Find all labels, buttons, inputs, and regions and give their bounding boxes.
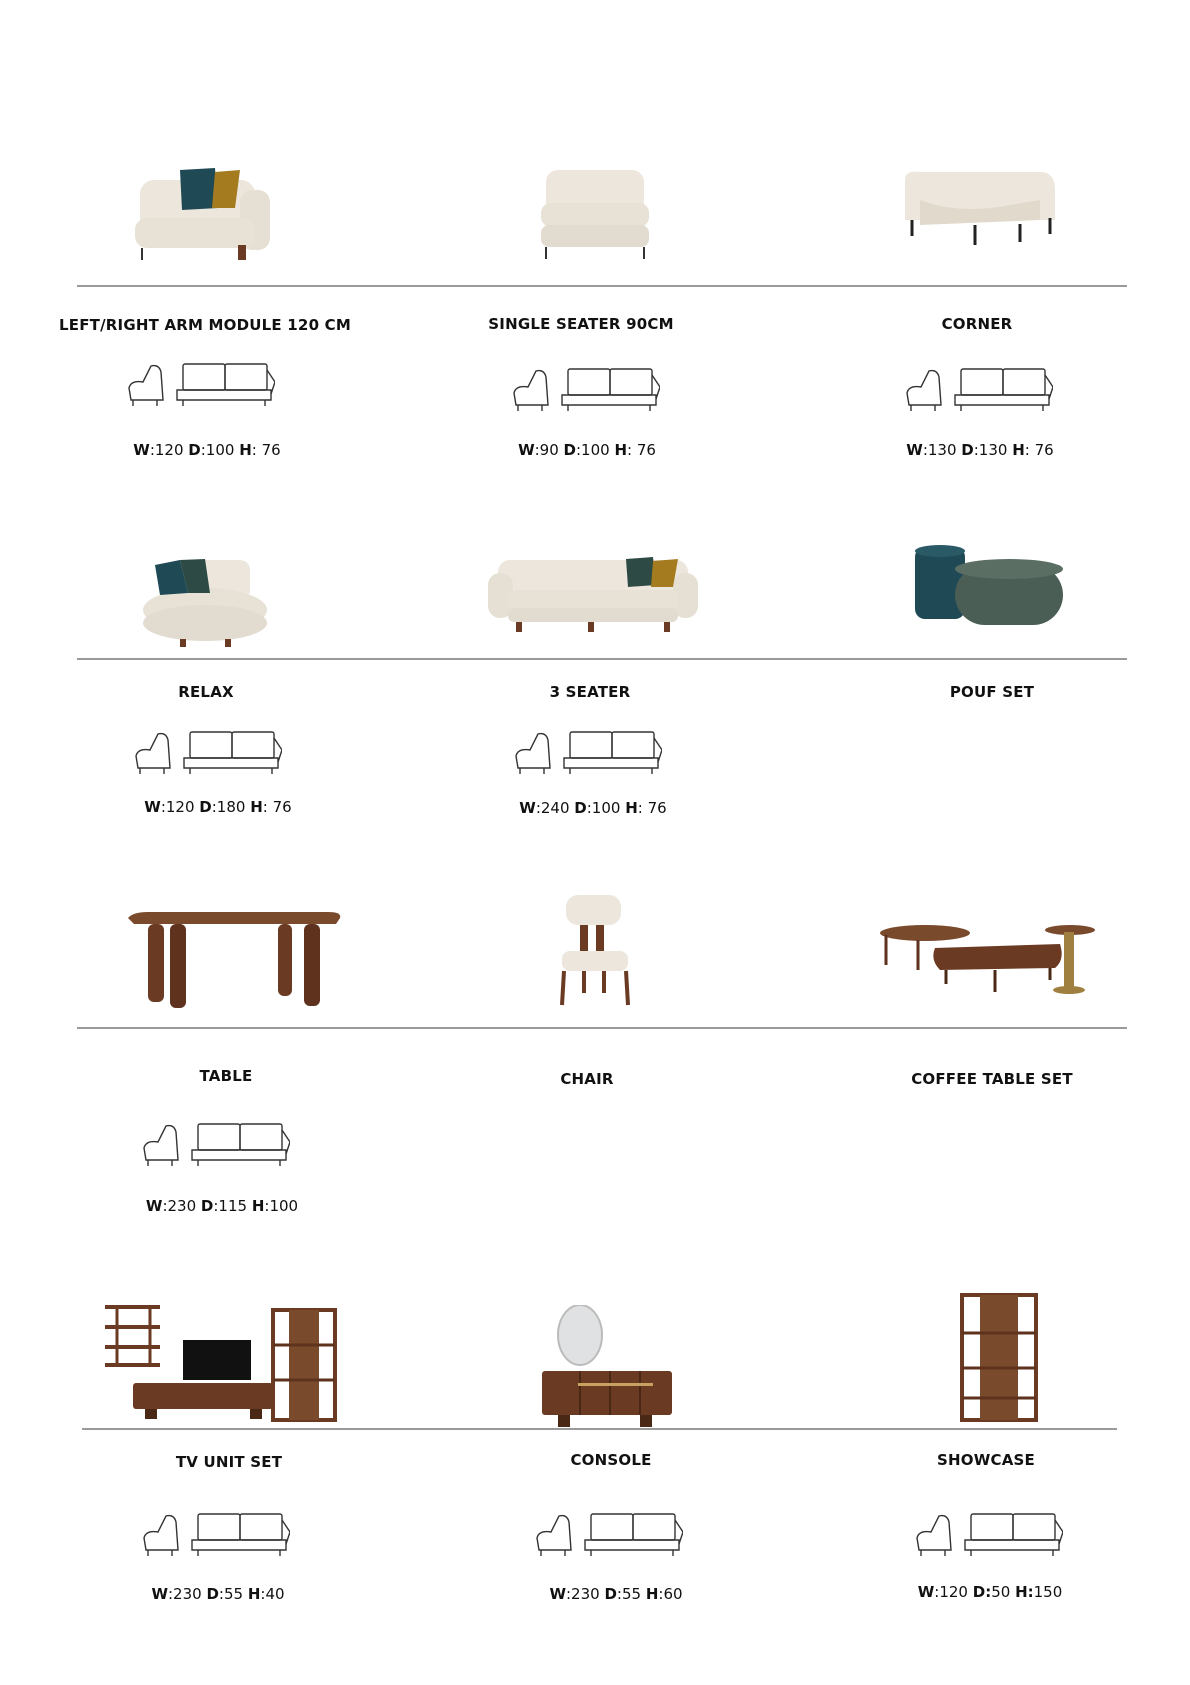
depth-label: D <box>206 1585 219 1603</box>
depth-label: D <box>199 798 212 816</box>
height-value: 150 <box>1033 1583 1063 1601</box>
width-value: :230 <box>162 1197 197 1215</box>
height-value: :40 <box>260 1585 285 1603</box>
height-label: H <box>247 1585 261 1603</box>
width-label: W <box>145 1197 163 1215</box>
sofa-outline-icon <box>140 1510 290 1558</box>
height-label: H: <box>1015 1583 1034 1601</box>
sofa-outline-icon <box>140 1120 290 1168</box>
relax-sofa-icon <box>140 555 280 650</box>
product-dimensions <box>549 1585 682 1603</box>
depth-label: D <box>188 441 201 459</box>
depth-label: D <box>200 1197 214 1215</box>
width-value: :120 <box>149 441 184 459</box>
three-seater-sofa-icon <box>488 555 698 635</box>
depth-value: :55 <box>616 1585 642 1603</box>
showcase-icon <box>960 1293 1040 1423</box>
width-value: :90 <box>534 441 559 459</box>
sofa-outline-icon <box>903 365 1053 413</box>
width-label: W <box>133 441 150 459</box>
width-value: :130 <box>922 441 957 459</box>
width-label: W <box>151 1585 168 1603</box>
depth-value: :100 <box>200 441 235 459</box>
depth-label: D <box>563 441 576 459</box>
sofa-outline-icon <box>913 1510 1063 1558</box>
section-divider <box>77 658 1127 660</box>
dining-table-icon <box>128 910 343 1010</box>
depth-value: :100 <box>586 799 621 817</box>
tv-unit-set-icon <box>105 1305 345 1425</box>
height-label: H <box>251 1197 265 1215</box>
height-label: H <box>239 441 252 459</box>
width-label: W <box>518 441 535 459</box>
product-dimensions <box>518 441 656 459</box>
width-label: W <box>549 1585 566 1603</box>
product-title: SHOWCASE <box>937 1451 1035 1469</box>
corner-sofa-icon <box>900 170 1060 250</box>
product-title: 3 SEATER <box>549 683 631 701</box>
section-divider <box>77 285 1127 287</box>
product-dimensions <box>519 799 666 817</box>
depth-value: :115 <box>213 1197 248 1215</box>
sofa-outline-icon <box>125 360 275 408</box>
depth-value: :55 <box>218 1585 244 1603</box>
height-value: : 76 <box>251 441 281 459</box>
depth-value: :100 <box>575 441 610 459</box>
height-label: H <box>645 1585 659 1603</box>
sofa-outline-icon <box>512 728 662 776</box>
product-dimensions <box>918 1583 1063 1601</box>
chair-icon <box>558 893 633 1013</box>
depth-value: :180 <box>211 798 246 816</box>
section-divider <box>82 1428 1117 1430</box>
width-value: :230 <box>168 1585 202 1603</box>
product-title: POUF SET <box>949 683 1035 701</box>
height-label: H <box>614 441 628 459</box>
product-title: CHAIR <box>560 1070 614 1088</box>
section-divider <box>77 1027 1127 1029</box>
height-label: H <box>1012 441 1025 459</box>
width-value: :120 <box>934 1583 968 1601</box>
product-title: COFFEE TABLE SET <box>911 1070 1073 1088</box>
product-dimensions <box>151 1585 284 1603</box>
sofa-outline-icon <box>533 1510 683 1558</box>
width-value: :240 <box>535 799 570 817</box>
depth-label: D <box>961 441 974 459</box>
pouf-set-icon <box>915 545 1065 630</box>
product-dimensions <box>144 798 291 816</box>
height-value: : 76 <box>627 441 656 459</box>
product-title: CORNER <box>941 315 1013 333</box>
product-title: LEFT/RIGHT ARM MODULE 120 CM <box>59 316 351 334</box>
width-label: W <box>519 799 536 817</box>
product-title: SINGLE SEATER 90CM <box>488 315 674 333</box>
width-label: W <box>917 1583 935 1601</box>
product-dimensions <box>133 441 280 459</box>
depth-value: :130 <box>973 441 1008 459</box>
width-value: :230 <box>566 1585 600 1603</box>
height-value: :100 <box>264 1197 299 1215</box>
product-title: TABLE <box>199 1067 253 1085</box>
height-value: : 76 <box>1024 441 1054 459</box>
arm-module-sofa-icon <box>130 160 275 265</box>
depth-label: D: <box>972 1583 992 1601</box>
product-title: CONSOLE <box>570 1451 652 1469</box>
depth-label: D <box>604 1585 617 1603</box>
height-value: :60 <box>658 1585 683 1603</box>
height-label: H <box>250 798 263 816</box>
height-label: H <box>625 799 638 817</box>
product-title: TV UNIT SET <box>175 1453 283 1471</box>
depth-value: 50 <box>991 1583 1011 1601</box>
single-seater-sofa-icon <box>538 165 653 265</box>
height-value: : 76 <box>637 799 667 817</box>
sofa-outline-icon <box>510 365 660 413</box>
coffee-table-set-icon <box>880 920 1095 1000</box>
depth-label: D <box>574 799 587 817</box>
product-dimensions <box>906 441 1053 459</box>
width-label: W <box>144 798 161 816</box>
console-icon <box>540 1305 680 1430</box>
width-value: :120 <box>160 798 195 816</box>
height-value: : 76 <box>262 798 292 816</box>
product-title: RELAX <box>178 683 234 701</box>
sofa-outline-icon <box>132 728 282 776</box>
width-label: W <box>906 441 923 459</box>
product-dimensions <box>146 1197 298 1215</box>
